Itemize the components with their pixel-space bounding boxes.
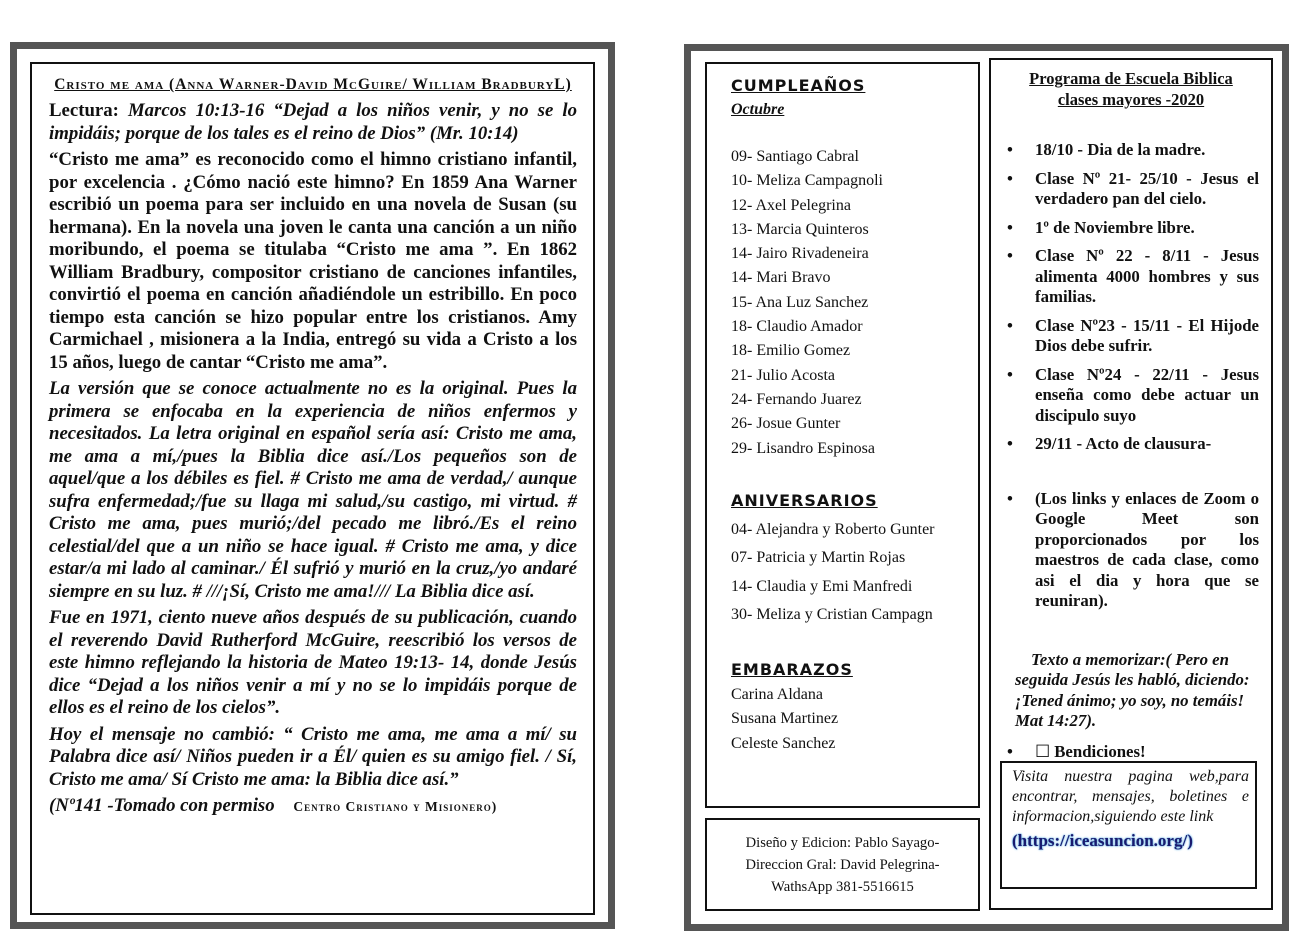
birthday-item: 09- Santiago Cabral [731,148,859,165]
pregnancies-heading: EMBARAZOS [731,659,853,679]
birthdays-list [731,145,970,461]
blessings [1003,742,1259,763]
website-box [1000,761,1257,889]
website-invite: Visita nuestra pagina web,para encontrar, mensajes, boletines e informacion,siguiendo este link [1012,768,1249,825]
anniversary-item: 14- Claudia y Emi Manfredi [731,577,913,595]
anniversaries-list [731,516,970,630]
birthday-item: 13- Marcia Quinteros [731,220,869,238]
birthday-item: 14- Jairo Rivadeneira [731,245,869,263]
program-item: • Clase Nº23 - 15/11 - El Hijode Dios debe sufrir. [1003,316,1259,357]
credits-line-1: Diseño y Edicion: Pablo Sayago- [745,835,940,851]
pregnancy-item: Celeste Sanchez [731,734,836,752]
birthdays-heading: CUMPLEAÑOS [731,76,866,95]
birthday-item: 29- Lisandro Espinosa [731,439,875,457]
credits-line-3: WathsApp 381-5516615 [771,879,914,895]
program-note: • (Los links y enlaces de Zoom o Google Meet son proporcionados por los maestros de cada clase, como asi el dia y hora que se reuniran). [1003,489,1259,612]
program-list [1003,140,1259,455]
pregnancy-item: Susana Martinez [731,710,839,728]
reading-text: Marcos 10:13-16 “Dejad a los niños venir, y no se lo impidáis; porque de los tales es el reino de Dios” (Mr. 10:14) [49,100,577,144]
birthday-item: 10- Meliza Campagnoli [731,172,883,190]
birthday-item: 18- Emilio Gomez [731,342,851,360]
birthday-item: 12- Axel Pelegrina [731,196,851,214]
website-link[interactable]: (https://iceasuncion.org/) [1012,831,1193,850]
program-title-line-2: clases mayores -2020 [1057,90,1205,109]
program-item: • Clase Nº24 - 22/11 - Jesus enseña como debe actuar un discipulo suyo [1003,365,1259,427]
pregnancies-list [731,683,970,757]
birthday-item: 26- Josue Gunter [731,415,841,433]
program-item: • 1º de Noviembre libre. [1003,218,1259,239]
article-paragraph-2: La versión que se conoce actualmente no es la original. Pues la primera se enfocaba en la experiencia de niños enfermos y necesitados. La letra original en español sería así: Cristo me ama, me ama a mí,/pues la Biblia dice así./Los pequeños son de aquel/que a los débiles es fiel. # Cristo me ama de verdad,/ aunque sufra enfermedad;/fue su llaga mi salud,/su castigo, mi virtud. # Cristo me ama, pues murió;/del pecado me libró./Es el reino celestial/del que a un niño se hace igual. # Cristo me ama, y dice estar/a mi lado al caminar./ Él sufrió y murió en la cruz,/yo andaré siempre en su luz. # ///¡Sí, Cristo me ama!/// La Biblia dice así. [49,378,577,602]
program-title [1003,68,1259,110]
blessings-text: Bendiciones! [1050,741,1146,761]
birthday-item: 24- Fernando Juarez [731,390,862,408]
anniversary-item: 04- Alejandra y Roberto Gunter [731,520,935,538]
events-column [705,62,980,808]
reading-label: Lectura: [49,100,119,121]
memory-verse: Texto a memorizar:( Pero en seguida Jesús les habló, diciendo: ¡Tened ánimo; yo soy, no temáis! Mat 14:27). [1015,649,1250,730]
program-item: • Clase Nº 22 - 8/11 - Jesus alimenta 4000 hombres y sus familias. [1003,246,1259,308]
article-footer-b: Centro Cristiano y Misionero) [293,799,498,814]
credits-box [705,818,980,911]
birthdays-month: Octubre [731,101,785,118]
article-paragraph-1: “Cristo me ama” es reconocido como el himno cristiano infantil, por excelencia . ¿Cómo nació este himno? En 1859 Ana Warner escribió un poema para ser incluido en una novela de Susan (su hermana). En la novela una joven le canta una canción a un niño moribundo, el poema se titulaba “Cristo me ama ”. En 1862 William Bradbury, compositor cristiano de canciones infantiles, convirtió el poema en canción añadiéndole un estribillo. En poco tiempo esta canción se hizo popular entre los cristianos. Amy Carmichael , misionera a la India, entregó su vida a Cristo a los 15 años, luego de cantar “Cristo me ama”. [49,149,577,373]
reading [49,100,577,145]
article-box [30,62,595,915]
program-title-line-1: Programa de Escuela Biblica [1029,69,1233,88]
program-note-list [1003,489,1259,612]
program-item: • Clase Nº 21- 25/10 - Jesus el verdadero pan del cielo. [1003,169,1259,210]
pregnancy-item: Carina Aldana [731,685,823,703]
birthday-item: 14- Mari Bravo [731,269,831,287]
credits-line-2: Direccion Gral: David Pelegrina- [745,857,940,873]
article-paragraph-4: Hoy el mensaje no cambió: “ Cristo me ama, me ama a mí/ su Palabra dice así/ Niños pueden ir a Él/ quien es su amigo fiel. / Sí, Cristo me ama/ Sí Cristo me ama: la Biblia dice así.” [49,723,577,790]
program-item: • 18/10 - Dia de la madre. [1003,140,1259,161]
checkbox-icon: ☐ [1035,741,1051,761]
anniversary-item: 30- Meliza y Cristian Campagn [731,606,933,624]
article-paragraph-3: Fue en 1971, ciento nueve años después de su publicación, cuando el reverendo David Rutherford McGuire, reescribió los versos de este himno reflejando la historia de Mateo 19:13- 14, donde Jesús dice “Dejad a los niños venir a mí y no se lo impidáis porque de ellos es el reino de los cielos”. [49,607,577,718]
birthday-item: 18- Claudio Amador [731,318,863,336]
anniversary-item: 07- Patricia y Martin Rojas [731,549,906,567]
anniversaries-heading: ANIVERSARIOS [731,490,878,510]
birthday-item: 21- Julio Acosta [731,366,835,384]
article-title: Cristo me ama (Anna Warner-David McGuire/ William BradburyL) [54,76,572,93]
birthday-item: 15- Ana Luz Sanchez [731,293,869,311]
program-item: • 29/11 - Acto de clausura- [1003,434,1259,455]
article-footer-a: (Nº141 -Tomado con permiso [49,795,275,816]
article-footer [49,795,577,819]
